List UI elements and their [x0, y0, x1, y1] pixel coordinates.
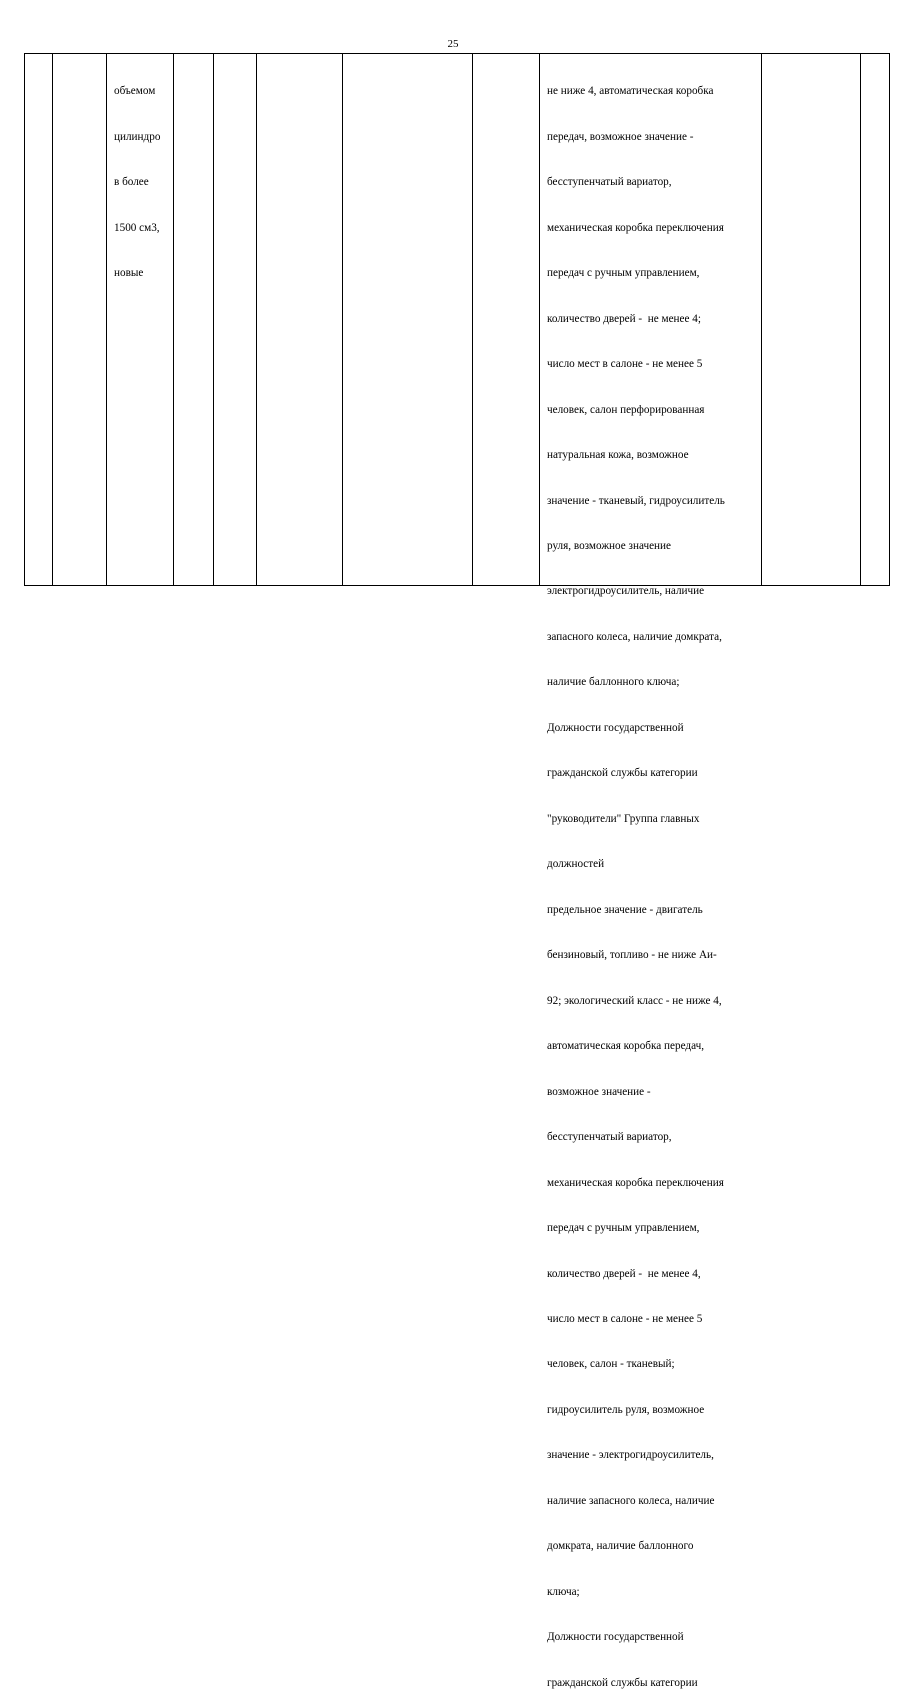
cell-line: бесступенчатый вариатор,: [547, 176, 672, 189]
cell-line: новые: [114, 267, 144, 280]
cell-line: запасного колеса, наличие домкрата,: [547, 630, 722, 643]
cell-line: в более: [114, 176, 149, 189]
column-divider: [539, 53, 540, 586]
cell-line: гражданской службы категории: [547, 1676, 698, 1689]
cell-line: руля, возможное значение: [547, 540, 671, 552]
cell-line: "руководители" Группа главных: [547, 812, 700, 825]
cell-line: предельное значение - двигатель: [547, 903, 703, 916]
cell-line: электрогидроусилитель, наличие: [547, 585, 705, 598]
cell-line: передач с ручным управлением,: [547, 267, 700, 280]
cell-line: гидроусилитель руля, возможное: [547, 1403, 705, 1416]
column-divider: [213, 53, 214, 586]
cell-line: автоматическая коробка передач,: [547, 1040, 705, 1053]
column-divider: [106, 53, 107, 586]
cell-line: количество дверей - не менее 4;: [547, 312, 701, 325]
cell-line: механическая коробка переключения: [547, 221, 724, 234]
cell-line: ключа;: [547, 1585, 580, 1598]
column-divider: [472, 53, 473, 586]
cell-line: натуральная кожа, возможное: [547, 449, 689, 462]
cell-line: домкрата, наличие баллонного: [547, 1540, 694, 1553]
cell-line: Должности государственной: [547, 721, 684, 734]
cell-line: 92; экологический класс - не ниже 4,: [547, 994, 722, 1007]
vehicle-description-cell: [114, 54, 172, 297]
column-divider: [52, 53, 53, 586]
cell-line: возможное значение -: [547, 1085, 651, 1098]
cell-line: наличие баллонного ключа;: [547, 676, 680, 689]
cell-line: 1500 см3,: [114, 221, 160, 234]
column-divider: [342, 53, 343, 586]
cell-line: бензиновый, топливо - не ниже Аи-: [547, 949, 717, 962]
cell-line: не ниже 4, автоматическая коробка: [547, 85, 714, 98]
cell-line: должностей: [547, 858, 605, 871]
cell-line: значение - тканевый, гидроусилитель: [547, 494, 725, 507]
cell-line: механическая коробка переключения: [547, 1176, 724, 1189]
cell-line: передач с ручным управлением,: [547, 1222, 700, 1235]
cell-line: объемом: [114, 85, 156, 98]
page-number: 25: [447, 38, 459, 50]
column-divider: [256, 53, 257, 586]
cell-line: человек, салон перфорированная: [547, 403, 705, 416]
column-divider: [860, 53, 861, 586]
cell-line: передач, возможное значение -: [547, 130, 694, 143]
cell-line: цилиндро: [114, 130, 161, 143]
cell-line: Должности государственной: [547, 1631, 684, 1644]
cell-line: число мест в салоне - не менее 5: [547, 358, 703, 371]
characteristics-cell: [547, 54, 761, 1706]
cell-line: значение - электрогидроусилитель,: [547, 1449, 714, 1462]
cell-line: количество дверей - не менее 4,: [547, 1267, 701, 1280]
cell-line: число мест в салоне - не менее 5: [547, 1312, 703, 1325]
column-divider: [173, 53, 174, 586]
cell-line: человек, салон - тканевый;: [547, 1358, 675, 1371]
cell-line: гражданской службы категории: [547, 767, 698, 780]
column-divider: [761, 53, 762, 586]
cell-line: наличие запасного колеса, наличие: [547, 1494, 715, 1507]
cell-line: бесступенчатый вариатор,: [547, 1131, 672, 1144]
